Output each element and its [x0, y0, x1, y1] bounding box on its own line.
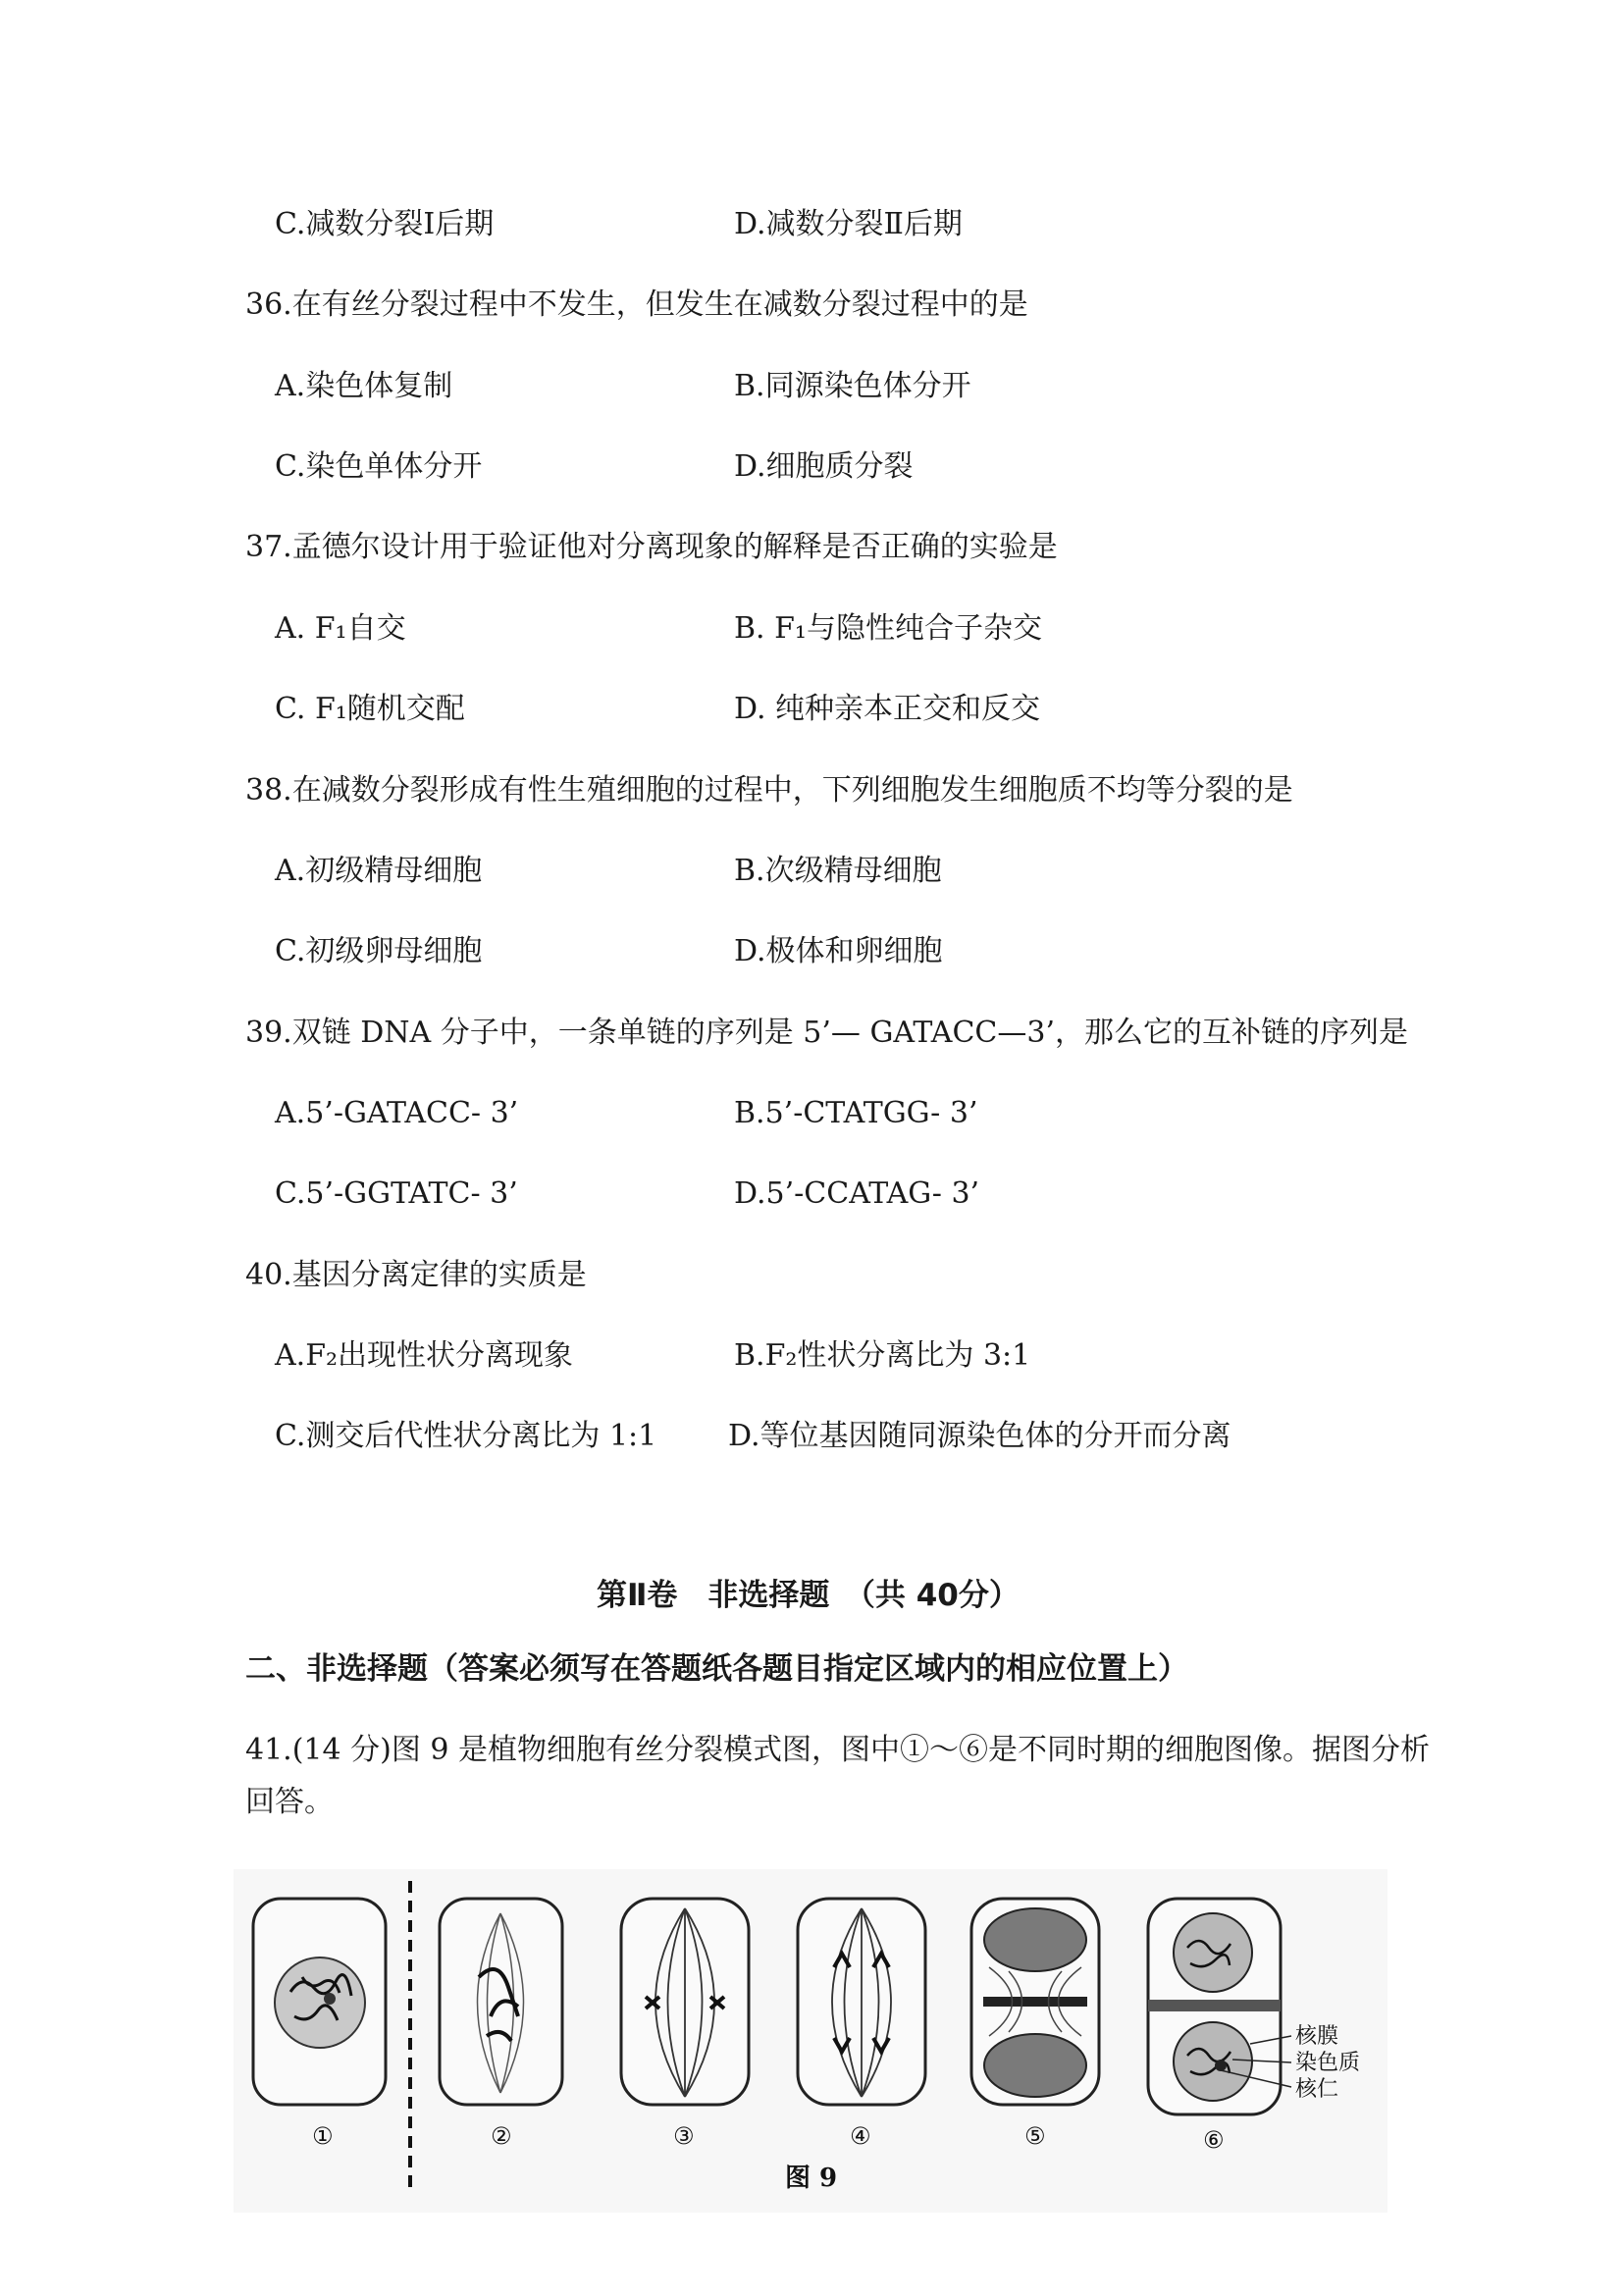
q40-option-d: D.等位基因随同源染色体的分开而分离 [728, 1419, 1231, 1453]
cell-6 [1148, 1899, 1291, 2114]
q36-option-a: A.染色体复制 [275, 369, 453, 403]
q37-option-b: B. F₁与隐性纯合子杂交 [734, 611, 1042, 646]
figure-9 [234, 1869, 1387, 2213]
cell-label-6: ⑥ [1203, 2126, 1225, 2154]
q39-stem: 39.双链 DNA 分子中，一条单链的序列是 5’— GATACC—3’，那么它的互补链的序列是 [245, 1016, 1408, 1050]
q38-option-d: D.极体和卵细胞 [734, 934, 943, 968]
annotation-chromatin: 染色质 [1295, 2051, 1361, 2075]
q37-option-d: D. 纯种亲本正交和反交 [734, 692, 1041, 726]
annotation-nuclear-membrane: 核膜 [1295, 2024, 1339, 2049]
q35-option-d: D.减数分裂Ⅱ后期 [734, 207, 963, 241]
q38-option-c: C.初级卵母细胞 [275, 934, 483, 968]
q40-option-a: A.F₂出现性状分离现象 [275, 1338, 574, 1373]
q40-stem: 40.基因分离定律的实质是 [245, 1258, 587, 1292]
q39-option-d: D.5’-CCATAG- 3’ [734, 1176, 980, 1211]
q41-stem-line2: 回答。 [245, 1785, 334, 1819]
q39-option-b: B.5’-CTATGG- 3’ [734, 1096, 978, 1130]
cell-label-4: ④ [850, 2122, 871, 2150]
cell-label-3: ③ [673, 2122, 695, 2150]
cell-1 [253, 1899, 386, 2105]
figure-caption: 图 9 [785, 2164, 838, 2193]
q39-option-a: A.5’-GATACC- 3’ [275, 1096, 519, 1130]
q36-stem: 36.在有丝分裂过程中不发生，但发生在减数分裂过程中的是 [245, 287, 1028, 322]
q37-option-a: A. F₁自交 [275, 611, 406, 646]
q38-option-a: A.初级精母细胞 [275, 854, 483, 888]
cell-label-1: ① [312, 2122, 334, 2150]
q35-option-c: C.减数分裂Ⅰ后期 [275, 207, 495, 241]
q36-option-c: C.染色单体分开 [275, 449, 483, 484]
section-title: 第Ⅱ卷 非选择题 （共 40分） [597, 1578, 1020, 1613]
section-subtitle: 二、非选择题（答案必须写在答题纸各题目指定区域内的相应位置上） [245, 1651, 1188, 1687]
q37-option-c: C. F₁随机交配 [275, 692, 465, 726]
q40-option-b: B.F₂性状分离比为 3:1 [734, 1338, 1031, 1373]
cell-2 [440, 1899, 562, 2105]
q37-stem: 37.孟德尔设计用于验证他对分离现象的解释是否正确的实验是 [245, 530, 1058, 564]
cell-3 [621, 1899, 749, 2105]
cell-label-5: ⑤ [1024, 2122, 1046, 2150]
q39-option-c: C.5’-GGTATC- 3’ [275, 1176, 518, 1211]
cell-5 [971, 1899, 1099, 2105]
q36-option-b: B.同源染色体分开 [734, 369, 971, 403]
cell-label-2: ② [491, 2122, 512, 2150]
annotation-nucleolus: 核仁 [1295, 2077, 1339, 2102]
q40-option-c: C.测交后代性状分离比为 1:1 [275, 1419, 657, 1453]
q41-stem-line1: 41.(14 分)图 9 是植物细胞有丝分裂模式图，图中①～⑥是不同时期的细胞图像。据图分析 [245, 1733, 1430, 1767]
q36-option-d: D.细胞质分裂 [734, 449, 914, 484]
q38-stem: 38.在减数分裂形成有性生殖细胞的过程中，下列细胞发生细胞质不均等分裂的是 [245, 773, 1293, 808]
cell-4 [798, 1899, 925, 2105]
q38-option-b: B.次级精母细胞 [734, 854, 942, 888]
